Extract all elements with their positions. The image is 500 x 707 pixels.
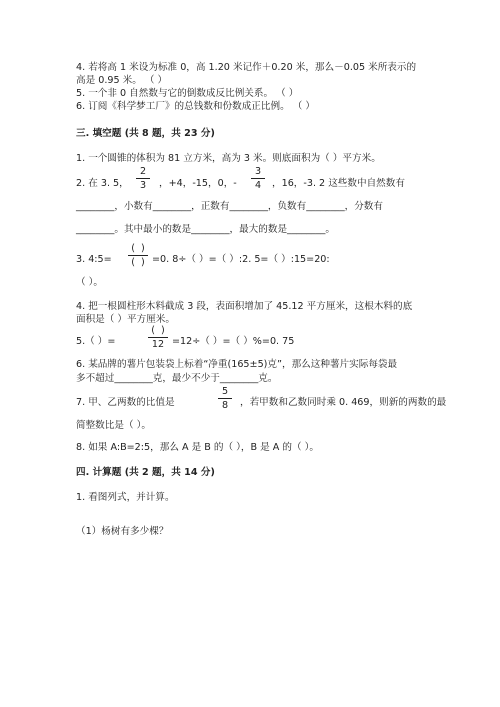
judge-q5: 5. 一个非 0 自然数与它的倒数成反比例关系。 （ ） — [76, 88, 299, 99]
fill-q8: 8. 如果 A:B=2:5，那么 A 是 B 的（ ），B 是 A 的（ ）。 — [76, 442, 319, 453]
judge-q4-line2: 高是 0.95 米。 （ ） — [76, 75, 168, 86]
fill-q3-line2: （ ）。 — [76, 277, 104, 288]
fill-q1: 1. 一个圆锥的体积为 81 立方米，高为 3 米。则底面积为（ ）平方米。 — [76, 153, 381, 164]
fill-q7-part-b: ，若甲数和乙数同时乘 0. 469，则新的两数的最 — [240, 397, 447, 408]
judge-q4-line1: 4. 若将高 1 米设为标准 0，高 1.20 米记作＋0.20 米，那么－0.05 米所表示的 — [76, 62, 417, 73]
fraction-bar — [218, 398, 232, 399]
fill-q3-part-a: 3. 4:5= — [76, 254, 112, 265]
calc-sub1: （1）杨树有多少棵？ — [76, 526, 169, 537]
section-3-heading: 三. 填空题 (共 8 题，共 23 分) — [76, 128, 215, 139]
fraction-bar — [251, 178, 265, 179]
fraction-2-3 — [136, 166, 150, 191]
blank-denominator: ( ) — [131, 257, 145, 268]
fraction-bar — [136, 178, 150, 179]
fill-q2-part-c: ，16，-3. 2 这些数中自然数有 — [272, 178, 405, 189]
fill-q6-line2: 多不超过________克，最少不少于________克。 — [76, 373, 278, 384]
fill-q2-part-b: ，+4，-15，0，- — [159, 178, 237, 189]
fraction-numerator: 5 — [221, 386, 229, 397]
fraction-denominator: 12 — [151, 339, 165, 350]
blank-numerator: ( ) — [151, 325, 165, 336]
blank-fraction-over-12 — [148, 325, 168, 350]
fraction-denominator: 8 — [221, 400, 229, 411]
fill-q4-line2: 面积是（ ）平方厘米。 — [76, 314, 175, 325]
calc-q1: 1. 看图列式，并计算。 — [76, 492, 175, 503]
fill-q7-line2: 简整数比是（ ）。 — [76, 420, 151, 431]
fraction-bar — [128, 255, 148, 256]
fraction-bar — [148, 337, 168, 338]
blank-numerator: ( ) — [131, 243, 145, 254]
blank-fraction — [128, 243, 148, 268]
fill-q3-part-b: =0. 8÷（ ）=（ ）:2. 5=（ ）:15=20: — [152, 254, 330, 265]
fill-q2-line3: ________。其中最小的数是________，最大的数是________。 — [76, 224, 336, 235]
judge-q6: 6. 订阅《科学梦工厂》的总钱数和份数成正比例。 （ ） — [76, 101, 315, 112]
fill-q4-line1: 4. 把一根圆柱形木料截成 3 段，表面积增加了 45.12 平方厘米，这根木料的底 — [76, 301, 413, 312]
fill-q2-part-a: 2. 在 3. 5， — [76, 178, 129, 189]
fraction-numerator: 2 — [139, 166, 147, 177]
section-4-heading: 四. 计算题 (共 2 题，共 14 分) — [76, 467, 215, 478]
fraction-denominator: 4 — [254, 180, 262, 191]
fill-q5-part-b: =12÷（ ）=（ ）%=0. 75 — [172, 336, 295, 347]
fill-q7-part-a: 7. 甲、乙两数的比值是 — [76, 397, 175, 408]
fill-q6-line1: 6. 某品牌的薯片包装袋上标着“净重(165±5)克”，那么这种薯片实际每袋最 — [76, 359, 398, 370]
fill-q5-part-a: 5.（ ）= — [76, 336, 116, 347]
fraction-numerator: 3 — [254, 166, 262, 177]
fraction-5-8 — [218, 386, 232, 411]
fraction-denominator: 3 — [139, 180, 147, 191]
fill-q2-line2: ________，小数有________，正数有________，负数有________，分数有 — [76, 201, 383, 212]
fraction-3-4 — [251, 166, 265, 191]
